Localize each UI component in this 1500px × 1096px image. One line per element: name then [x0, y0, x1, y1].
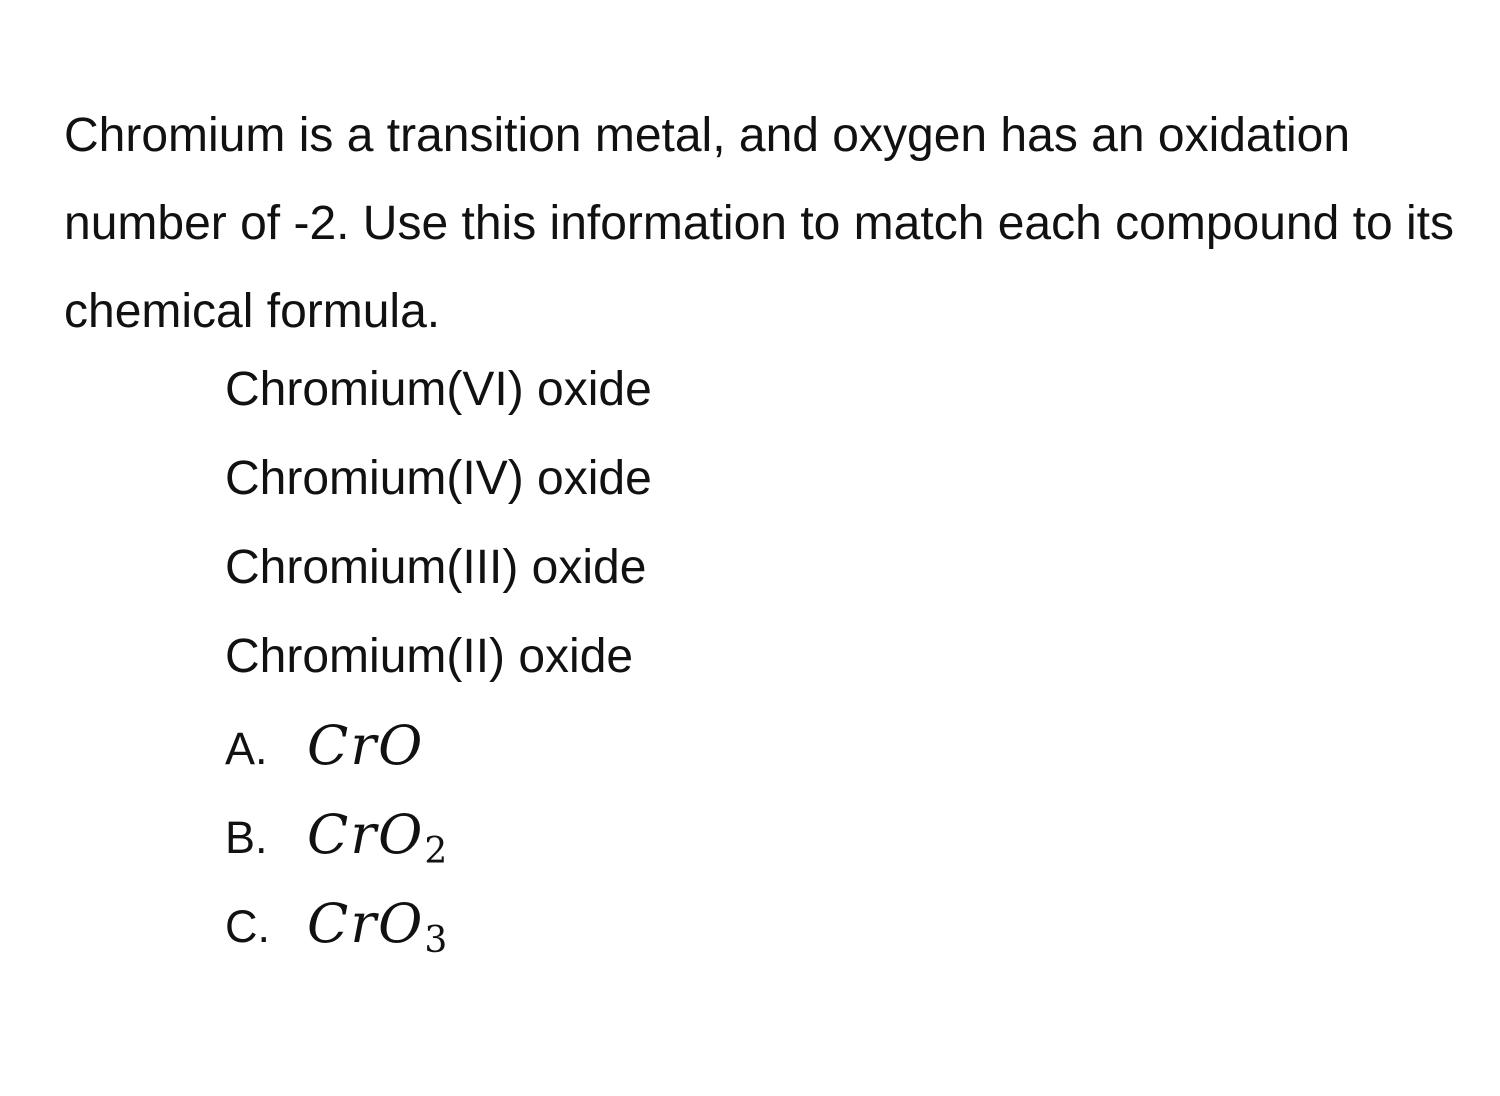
compound-item: [225, 536, 652, 625]
chemical-formula: CrO$_2$: [307, 803, 448, 872]
compound-item: [225, 625, 652, 714]
compound-label: Chromium(II) oxide: [225, 630, 634, 683]
option-letter: B.: [225, 812, 268, 863]
compound-item: [225, 358, 652, 447]
option-a: [225, 714, 652, 803]
option-c: [225, 892, 652, 981]
option-letter: A.: [225, 723, 268, 774]
compound-label: Chromium(III) oxide: [225, 541, 647, 594]
matching-list: [225, 358, 652, 981]
chemical-formula: CrO$_3$: [307, 892, 448, 961]
chemical-formula: CrO: [307, 714, 425, 777]
option-b: [225, 803, 652, 892]
formula-subscript: 3: [424, 920, 448, 961]
compound-item: [225, 447, 652, 536]
question-text: Chromium is a transition metal, and oxygen has an oxidation number of -2. Use this information to match each compound to its chemical formula.: [64, 109, 1455, 338]
formula-subscript: 2: [424, 831, 448, 872]
compound-label: Chromium(VI) oxide: [225, 363, 652, 416]
option-letter: C.: [225, 901, 270, 952]
compound-label: Chromium(IV) oxide: [225, 452, 652, 505]
